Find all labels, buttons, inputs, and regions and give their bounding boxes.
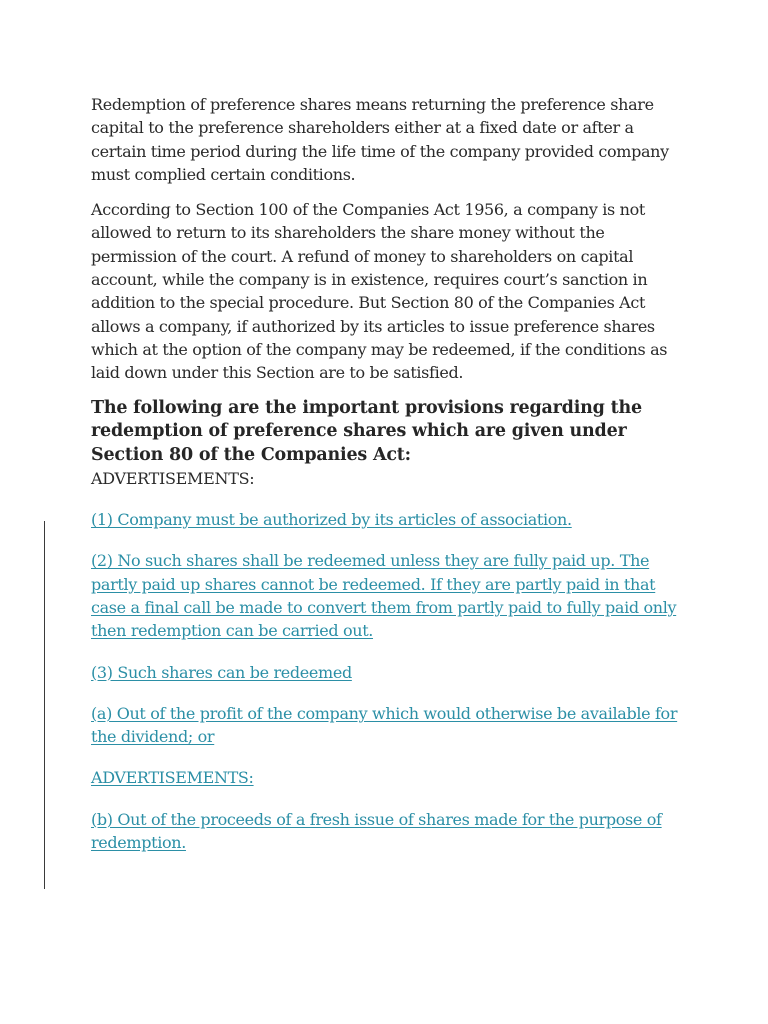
list-item (91, 766, 691, 789)
provision-3-link[interactable]: (3) Such shares can be redeemed (91, 662, 352, 682)
section-100-paragraph: According to Section 100 of the Companies Act 1956, a company is not allowed to return to its shareholders the share money without the permission of the court. A refund of money to shareholders on capital account, while the company is in existence, requires court’s sanction in addition to the special procedure. But Section 80 of the Companies Act allows a company, if authorized by its articles to issue preference shares which at the option of the company may be redeemed, if the conditions as laid down under this Section are to be satisfied. (91, 200, 668, 383)
provisions-heading: The following are the important provisions regarding the redemption of preference shares which are given under Section 80 of the Companies Act: (91, 397, 642, 465)
provision-3b-link[interactable]: (b) Out of the proceeds of a fresh issue of shares made for the purpose of redemption. (91, 809, 662, 853)
change-margin-bar (44, 521, 45, 889)
provisions-list (91, 508, 691, 854)
list-item (91, 661, 691, 684)
document-page (91, 93, 691, 872)
provision-3a-link[interactable]: (a) Out of the profit of the company which would otherwise be available for the dividend; or (91, 703, 678, 747)
intro-paragraph: Redemption of preference shares means returning the preference share capital to the preference shareholders either at a fixed date or after a certain time period during the life time of the company provided company must complied certain conditions. (91, 95, 669, 184)
list-item (91, 808, 691, 855)
list-item (91, 549, 691, 642)
list-item (91, 702, 691, 749)
provision-2-link[interactable]: (2) No such shares shall be redeemed unless they are fully paid up. The partly paid up shares cannot be redeemed. If they are partly paid in that case a final call be made to convert them from partly paid to fully paid only then redemption can be carried out. (91, 551, 677, 641)
provision-1-link[interactable]: (1) Company must be authorized by its articles of association. (91, 510, 572, 530)
list-item (91, 508, 691, 531)
advertisement-label: ADVERTISEMENTS: (91, 469, 255, 489)
advertisement-link[interactable]: ADVERTISEMENTS: (91, 768, 254, 788)
